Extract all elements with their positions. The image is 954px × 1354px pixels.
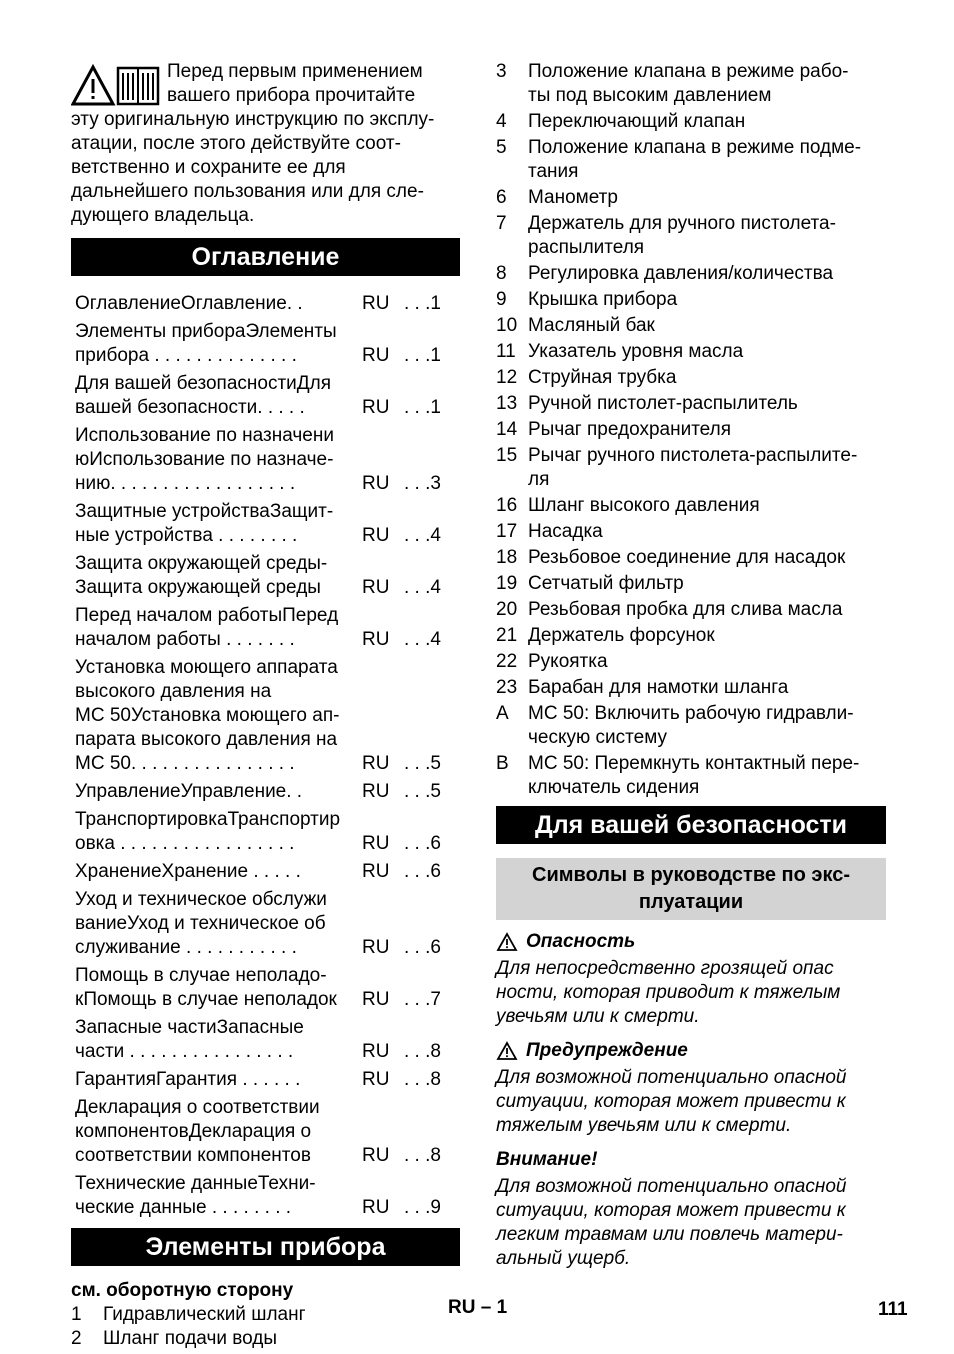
list-item (496, 60, 886, 108)
list-item (496, 702, 886, 750)
toc-lang: RU (362, 1145, 390, 1166)
toc-row[interactable] (75, 888, 460, 960)
item-number: 18 (496, 547, 518, 568)
intro-block (71, 60, 460, 228)
toc-page: . . .1 (404, 345, 441, 366)
list-item (496, 752, 886, 800)
right-column (496, 60, 886, 1271)
toc-row[interactable] (75, 552, 460, 600)
item-text: Держатель для ручного пистолета- распылителя (528, 213, 836, 258)
warning-triangle-icon (496, 932, 518, 952)
toc-title: ОглавлениеОглавление. . (75, 293, 303, 314)
list-item (496, 598, 886, 622)
list-item (496, 546, 886, 570)
list-item (496, 418, 886, 442)
toc-title: Технические данныеТехни- ческие данные . . . . . . . . (75, 1173, 316, 1218)
toc-row[interactable] (75, 964, 460, 1012)
toc-page: . . .4 (404, 577, 441, 598)
item-text: Указатель уровня масла (528, 341, 744, 362)
toc-row[interactable] (75, 1096, 460, 1168)
item-text: Насадка (528, 521, 603, 542)
list-item (496, 212, 886, 260)
toc-lang: RU (362, 989, 390, 1010)
intro-line: эту оригинальную инструкцию по эксплу- (71, 109, 435, 130)
toc-row[interactable] (75, 656, 460, 776)
warning-label: Предупреждение (526, 1040, 688, 1061)
item-text: Гидравлический шланг (103, 1304, 306, 1325)
item-text: Держатель форсунок (528, 625, 715, 646)
item-text: Положение клапана в режиме подме- тания (528, 137, 862, 182)
item-number: 13 (496, 393, 518, 414)
item-number: 11 (496, 341, 516, 362)
toc-title: Использование по назначени юИспользование по назначе- нию. . . . . . . . . . . . . . . . . . (75, 425, 334, 494)
toc-page: . . .6 (404, 861, 441, 882)
item-number: 4 (496, 111, 507, 132)
toc-lang: RU (362, 833, 390, 854)
attention-heading (496, 1148, 886, 1172)
item-text: Резьбовая пробка для слива масла (528, 599, 843, 620)
danger-label: Опасность (526, 931, 636, 952)
toc-lang: RU (362, 937, 390, 958)
item-number: A (496, 703, 509, 724)
item-number: 16 (496, 495, 518, 516)
manual-warning-icons (71, 64, 161, 108)
attention-text: Для возможной потенциально опасной ситуации, которая может привести к легким травмам или повлечь матери- альный ущерб. (496, 1176, 847, 1269)
elements-list-left (71, 1303, 460, 1351)
item-number: 8 (496, 263, 507, 284)
toc-page: . . .7 (404, 989, 441, 1010)
item-number: 5 (496, 137, 507, 158)
toc-title: Защита окружающей среды- Защита окружающей среды (75, 553, 328, 598)
item-text: Положение клапана в режиме рабо- ты под высоким давлением (528, 61, 849, 106)
toc-title: Защитные устройстваЗащит- ные устройства . . . . . . . . (75, 501, 334, 546)
item-number: 21 (496, 625, 518, 646)
toc-lang: RU (362, 1041, 390, 1062)
item-text: MC 50: Включить рабочую гидравли- ческую систему (528, 703, 854, 748)
danger-text: Для непосредственно грозящей опас ности, которая приводит к тяжелым увечьям или к смерти. (496, 958, 841, 1027)
warning-triangle-icon (71, 64, 161, 108)
warning-triangle-icon (496, 1041, 518, 1061)
list-item (496, 340, 886, 364)
list-item (496, 392, 886, 416)
list-item (496, 136, 886, 184)
toc-row[interactable] (75, 1068, 460, 1092)
item-text: Шланг высокого давления (528, 495, 760, 516)
item-text: Рычаг ручного пистолета-распылите- ля (528, 445, 858, 490)
item-text: Струйная трубка (528, 367, 677, 388)
warning-text: Для возможной потенциально опасной ситуации, которая может привести к тяжелым увечьям или к смерти. (496, 1067, 847, 1136)
item-number: 19 (496, 573, 518, 594)
item-text: MC 50: Перемкнуть контактный пере- ключатель сидения (528, 753, 860, 798)
list-item (496, 676, 886, 700)
attention-label: Внимание! (496, 1149, 598, 1170)
list-item (496, 624, 886, 648)
item-text: Манометр (528, 187, 618, 208)
elements-heading: Элементы прибора (71, 1228, 460, 1266)
toc-lang: RU (362, 397, 390, 418)
item-text: Переключающий клапан (528, 111, 746, 132)
toc-title: Декларация о соответствии компонентовДекларация о соответствии компонентов (75, 1097, 320, 1166)
list-item (71, 1327, 460, 1351)
danger-heading (496, 930, 886, 954)
item-text: Регулировка давления/количества (528, 263, 834, 284)
item-number: 2 (71, 1328, 82, 1349)
toc-title: Уход и техническое обслужи ваниеУход и техническое об служивание . . . . . . . . . . . (75, 889, 327, 958)
list-item (496, 444, 886, 492)
list-item (496, 186, 886, 210)
item-text: Крышка прибора (528, 289, 678, 310)
toc-lang: RU (362, 473, 390, 494)
toc-lang: RU (362, 1197, 390, 1218)
list-item (496, 494, 886, 518)
toc-title: Для вашей безопасностиДля вашей безопасности. . . . . (75, 373, 332, 418)
toc-row[interactable] (75, 604, 460, 652)
item-number: 1 (71, 1304, 82, 1325)
toc-title: ТранспортировкаТранспортир овка . . . . . . . . . . . . . . . . . (75, 809, 341, 854)
item-number: 22 (496, 651, 518, 672)
item-text: Шланг подачи воды (103, 1328, 278, 1349)
toc-title: Запасные частиЗапасные части . . . . . . . . . . . . . . . . (75, 1017, 304, 1062)
toc-row[interactable] (75, 860, 460, 884)
intro-line: вашего прибора прочитайте (167, 85, 416, 106)
item-number: 15 (496, 445, 518, 466)
intro-line: Перед первым применением (167, 61, 423, 82)
list-item (496, 288, 886, 312)
toc-page: . . .6 (404, 937, 441, 958)
toc-page: . . .8 (404, 1145, 441, 1166)
toc-page: . . .4 (404, 629, 441, 650)
toc-page: . . .5 (404, 753, 441, 774)
manual-book-icon (118, 68, 158, 104)
item-number: 20 (496, 599, 518, 620)
toc-page: . . .5 (404, 781, 441, 802)
toc-title: Перед началом работыПеред началом работы . . . . . . . (75, 605, 339, 650)
toc-heading: Оглавление (71, 238, 460, 276)
toc-lang: RU (362, 861, 390, 882)
warning-heading (496, 1039, 886, 1063)
list-item (496, 572, 886, 596)
toc-lang: RU (362, 753, 390, 774)
item-text: Резьбовое соединение для насадок (528, 547, 846, 568)
symbols-heading: Символы в руководстве по экс- плуатации (496, 858, 886, 920)
toc-row[interactable] (75, 320, 460, 368)
footer-page-number: 111 (878, 1299, 908, 1320)
intro-line: дующего владельца. (71, 205, 255, 226)
toc-title: УправлениеУправление. . (75, 781, 303, 802)
toc-title: Помощь в случае неполадо- кПомощь в случае неполадок (75, 965, 337, 1010)
toc-page: . . .3 (404, 473, 441, 494)
toc-lang: RU (362, 781, 390, 802)
toc-page: . . .8 (404, 1041, 441, 1062)
item-text: Барабан для намотки шланга (528, 677, 789, 698)
toc-row[interactable] (75, 1016, 460, 1064)
toc-lang: RU (362, 345, 390, 366)
list-item (496, 110, 886, 134)
item-number: 7 (496, 213, 507, 234)
item-number: 3 (496, 61, 507, 82)
toc-lang: RU (362, 629, 390, 650)
toc-title: ХранениеХранение . . . . . (75, 861, 301, 882)
toc-lang: RU (362, 293, 390, 314)
toc-lang: RU (362, 577, 390, 598)
item-text: Сетчатый фильтр (528, 573, 684, 594)
toc-row[interactable] (75, 500, 460, 548)
footer-lang-page: RU – 1 (448, 1297, 508, 1318)
item-number: 23 (496, 677, 518, 698)
list-item (496, 262, 886, 286)
see-back-note: см. оборотную сторону (71, 1280, 294, 1301)
toc-page: . . .9 (404, 1197, 441, 1218)
item-number: 17 (496, 521, 518, 542)
list-item (496, 366, 886, 390)
intro-line: ветственно и сохраните ее для (71, 157, 346, 178)
toc-row[interactable] (75, 1172, 460, 1220)
item-text: Рычаг предохранителя (528, 419, 731, 440)
toc-page: . . .4 (404, 525, 441, 546)
intro-line: атации, после этого действуйте соот- (71, 133, 401, 154)
toc-page: . . .8 (404, 1069, 441, 1090)
item-number: 14 (496, 419, 518, 440)
list-item (496, 314, 886, 338)
toc-lang: RU (362, 1069, 390, 1090)
item-number: B (496, 753, 509, 774)
toc-row[interactable] (75, 780, 460, 804)
list-item (496, 650, 886, 674)
toc-page: . . .1 (404, 397, 441, 418)
item-text: Рукоятка (528, 651, 608, 672)
toc-row[interactable] (75, 292, 460, 316)
left-column (71, 60, 460, 1351)
toc-page: . . .6 (404, 833, 441, 854)
item-number: 10 (496, 315, 518, 336)
toc-title: Установка моющего аппарата высокого давления на MC 50Установка моющего ап- парата высокого давления на MC 50. . . . . . . . . . . . . . . . (75, 657, 340, 774)
toc-row[interactable] (75, 808, 460, 856)
safety-heading: Для вашей безопасности (496, 806, 886, 844)
intro-line: дальнейшего пользования или для сле- (71, 181, 424, 202)
toc-row[interactable] (75, 372, 460, 420)
elements-list-right (496, 60, 886, 800)
item-text: Масляный бак (528, 315, 655, 336)
toc-row[interactable] (75, 424, 460, 496)
toc-title: ГарантияГарантия . . . . . . (75, 1069, 301, 1090)
list-item (496, 520, 886, 544)
item-text: Ручной пистолет-распылитель (528, 393, 798, 414)
toc-title: Элементы прибораЭлементы прибора . . . . . . . . . . . . . . (75, 321, 337, 366)
item-number: 9 (496, 289, 507, 310)
item-number: 6 (496, 187, 507, 208)
table-of-contents (75, 292, 460, 1220)
item-number: 12 (496, 367, 518, 388)
list-item (71, 1303, 460, 1327)
toc-lang: RU (362, 525, 390, 546)
toc-page: . . .1 (404, 293, 441, 314)
